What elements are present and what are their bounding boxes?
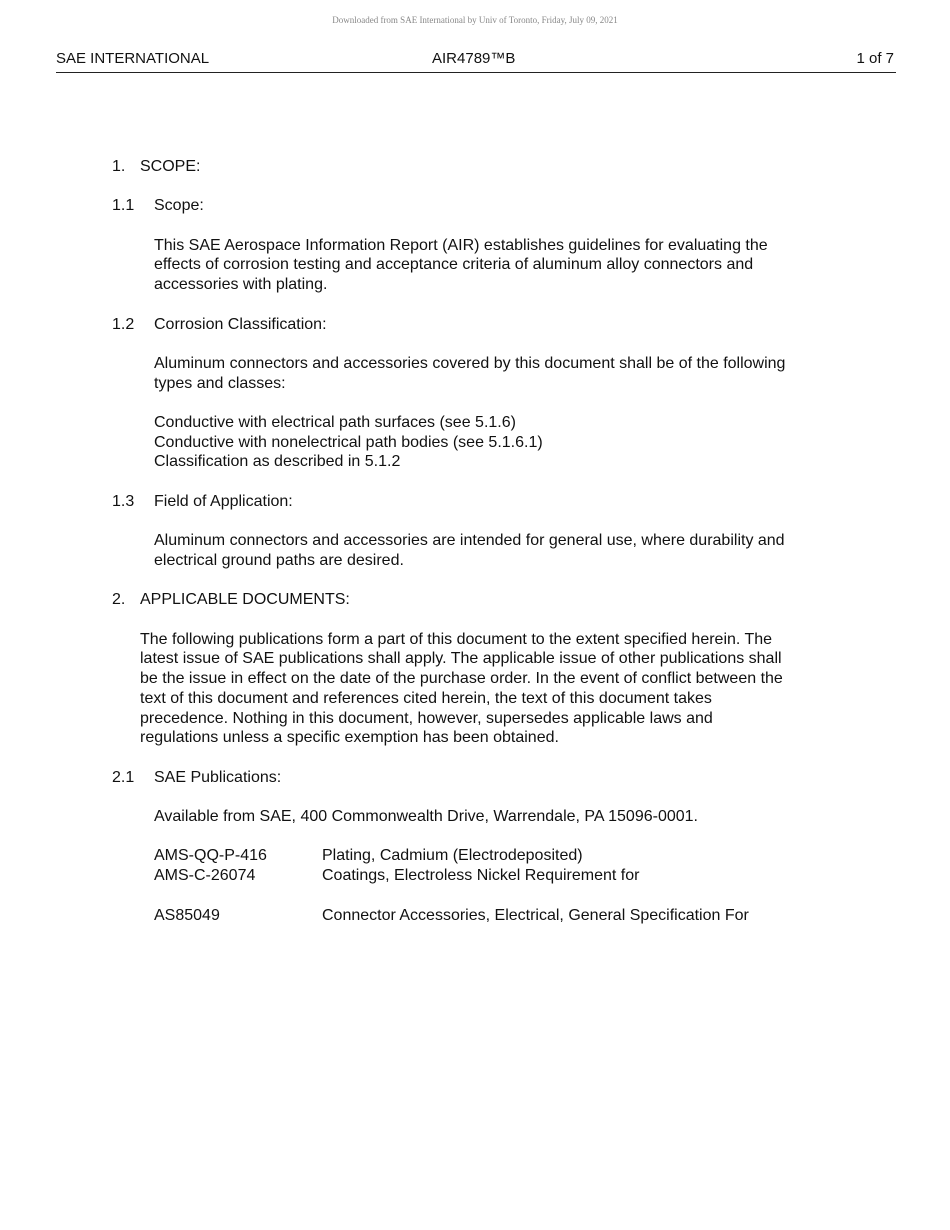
paragraph-line: types and classes:	[154, 374, 286, 392]
paragraph-line: precedence. Nothing in this document, however, supersedes applicable laws and	[140, 709, 713, 727]
classification-list	[112, 413, 852, 472]
section-1-3-paragraph	[112, 531, 852, 570]
reference-title: Plating, Cadmium (Electrodeposited)	[322, 847, 583, 865]
section-title: SAE Publications:	[154, 768, 282, 786]
paragraph-line: The following publications form a part of this document to the extent specified herein. The	[140, 630, 773, 648]
section-1-1-heading	[112, 196, 852, 216]
paragraph-line: electrical ground paths are desired.	[154, 551, 404, 569]
sae-availability-address	[112, 807, 852, 827]
reference-code: AMS-C-26074	[154, 867, 256, 885]
reference-row	[112, 866, 852, 886]
paragraph-line: effects of corrosion testing and acceptance criteria of aluminum alloy connectors and	[154, 256, 754, 274]
section-1-1-paragraph	[112, 236, 852, 295]
list-item: Conductive with nonelectrical path bodies (see 5.1.6.1)	[154, 433, 543, 451]
section-number: 1.2	[112, 315, 135, 333]
section-1-3-heading	[112, 492, 852, 512]
section-number: 1.1	[112, 197, 135, 215]
section-number: 2.	[112, 591, 126, 609]
section-1-heading	[112, 157, 852, 177]
section-title: SCOPE:	[140, 158, 201, 175]
paragraph-line: Aluminum connectors and accessories covered by this document shall be of the following	[154, 354, 786, 372]
page-header	[56, 50, 896, 73]
paragraph-line: Available from SAE, 400 Commonwealth Drive, Warrendale, PA 15096-0001.	[154, 808, 698, 826]
section-1-2-heading	[112, 315, 852, 335]
paragraph-line: regulations unless a specific exemption has been obtained.	[140, 729, 559, 747]
reference-row	[112, 846, 852, 866]
section-number: 1.3	[112, 492, 135, 510]
section-1-2-paragraph	[112, 354, 852, 393]
list-item: Classification as described in 5.1.2	[154, 453, 401, 471]
reference-title: Connector Accessories, Electrical, General Specification For	[322, 906, 749, 924]
section-number: 1.	[112, 158, 126, 175]
paragraph-line: This SAE Aerospace Information Report (AIR) establishes guidelines for evaluating the	[154, 236, 768, 254]
section-title: APPLICABLE DOCUMENTS:	[140, 591, 350, 609]
header-document-id: AIR4789™B	[432, 50, 516, 67]
section-title: Corrosion Classification:	[154, 315, 327, 333]
header-page-number: 1 of 7	[856, 50, 894, 67]
paragraph-line: Aluminum connectors and accessories are intended for general use, where durability and	[154, 532, 785, 550]
section-2-paragraph	[112, 630, 852, 748]
section-number: 2.1	[112, 768, 135, 786]
paragraph-line: latest issue of SAE publications shall apply. The applicable issue of other publications shall	[140, 650, 782, 668]
reference-row	[112, 906, 852, 926]
reference-code: AMS-QQ-P-416	[154, 847, 267, 865]
reference-code: AS85049	[154, 906, 220, 924]
header-organization: SAE INTERNATIONAL	[56, 50, 210, 67]
document-body	[112, 157, 852, 945]
download-watermark: Downloaded from SAE International by Univ of Toronto, Friday, July 09, 2021	[332, 15, 618, 25]
paragraph-line: text of this document and references cited herein, the text of this document takes	[140, 689, 712, 707]
reference-group-ams	[112, 846, 852, 885]
reference-title: Coatings, Electroless Nickel Requirement for	[322, 867, 640, 885]
section-2-heading	[112, 590, 852, 610]
paragraph-line: be the issue in effect on the date of the purchase order. In the event of conflict between the	[140, 670, 783, 688]
section-title: Field of Application:	[154, 492, 293, 510]
reference-group-as	[112, 906, 852, 926]
section-title: Scope:	[154, 197, 204, 215]
list-item: Conductive with electrical path surfaces (see 5.1.6)	[154, 414, 516, 432]
section-2-1-heading	[112, 768, 852, 788]
paragraph-line: accessories with plating.	[154, 276, 328, 294]
